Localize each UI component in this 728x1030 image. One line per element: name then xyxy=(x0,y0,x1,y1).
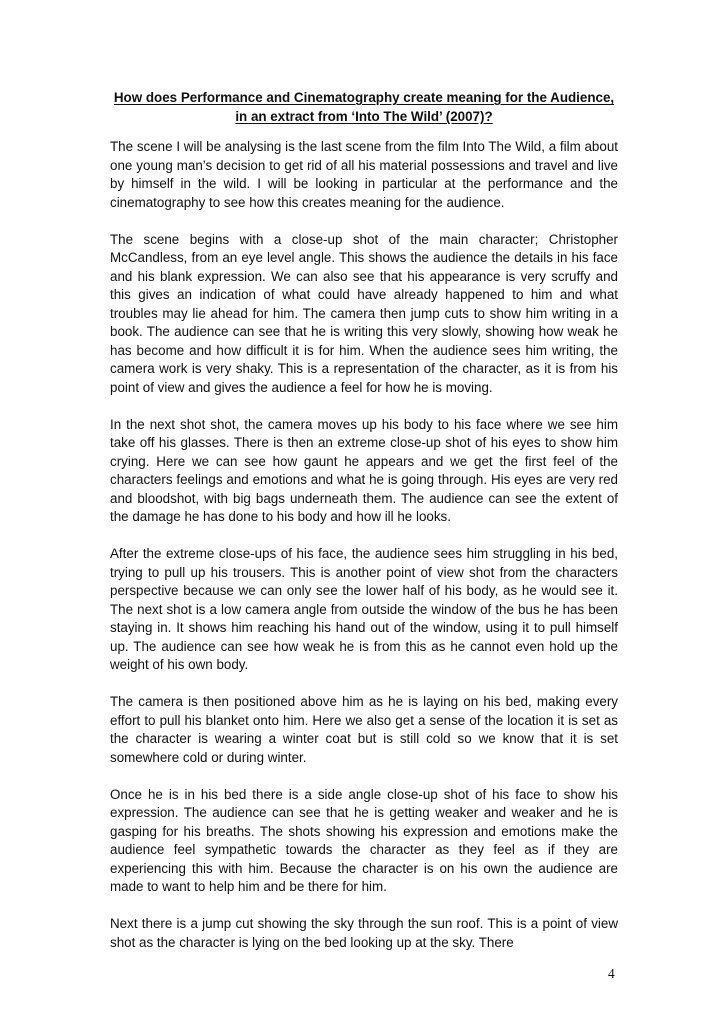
paragraph: After the extreme close-ups of his face, the audience sees him struggling in his bed, trying to pull up his trousers. This is another point of view shot from the characters perspective because we can only see the lower half of his body, as he would see it. The next shot is a low camera angle from outside the window of the bus he has been staying in. It shows him reaching his hand out of the window, using it to pull himself up. The audience can see how weak he is from this as he cannot even hold up the weight of his own body. xyxy=(110,546,618,672)
paragraph: The camera is then positioned above him as he is laying on his bed, making every effort to pull his blanket onto him. Here we also get a sense of the location it is set as the character is wearing a winter coat but is still cold so we know that it is set somewhere cold or during winter. xyxy=(110,694,618,765)
page-number: 4 xyxy=(608,966,615,981)
document-title: How does Performance and Cinematography create meaning for the Audience, in an extract from ‘Into The Wild’ (2007)? xyxy=(113,90,615,124)
paragraph: Once he is in his bed there is a side angle close-up shot of his face to show his expression. The audience can see that he is getting weaker and weaker and he is gasping for his breaths. The shots showing his expression and emotions make the audience feel sympathetic towards the character as they feel as if they are experiencing this with him. Because the character is on his own the audience are made to want to help him and be there for him. xyxy=(110,786,618,894)
paragraph: In the next shot shot, the camera moves up his body to his face where we see him take off his glasses. There is then an extreme close-up shot of his eyes to show him crying. Here we can see how gaunt he appears and we get the first feel of the characters feelings and emotions and what he is going through. His eyes are very red and bloodshot, with big bags underneath them. The audience can see the extent of the damage he has done to his body and how ill he looks. xyxy=(110,416,618,524)
paragraph: The scene I will be analysing is the last scene from the film Into The Wild, a film about one young man’s decision to get rid of all his material possessions and travel and live by himself in the wild. I will be looking in particular at the performance and the cinematography to see how this creates meaning for the audience. xyxy=(110,139,618,210)
paragraph: Next there is a jump cut showing the sky through the sun roof. This is a point of view shot as the character is lying on the bed looking up at the sky. There xyxy=(110,916,618,950)
paragraph: The scene begins with a close-up shot of the main character; Christopher McCandless, from an eye level angle. This shows the audience the details in his face and his blank expression. We can also see that his appearance is very scruffy and this gives an indication of what could have already happened to him and what troubles may lie ahead for him. The camera then jump cuts to show him writing in a book. The audience can see that he is writing this very slowly, showing how weak he has become and how difficult it is for him. When the audience sees him writing, the camera work is very shaky. This is a representation of the character, as it is from his point of view and gives the audience a feel for how he is moving. xyxy=(110,231,618,395)
document-body xyxy=(110,138,618,971)
